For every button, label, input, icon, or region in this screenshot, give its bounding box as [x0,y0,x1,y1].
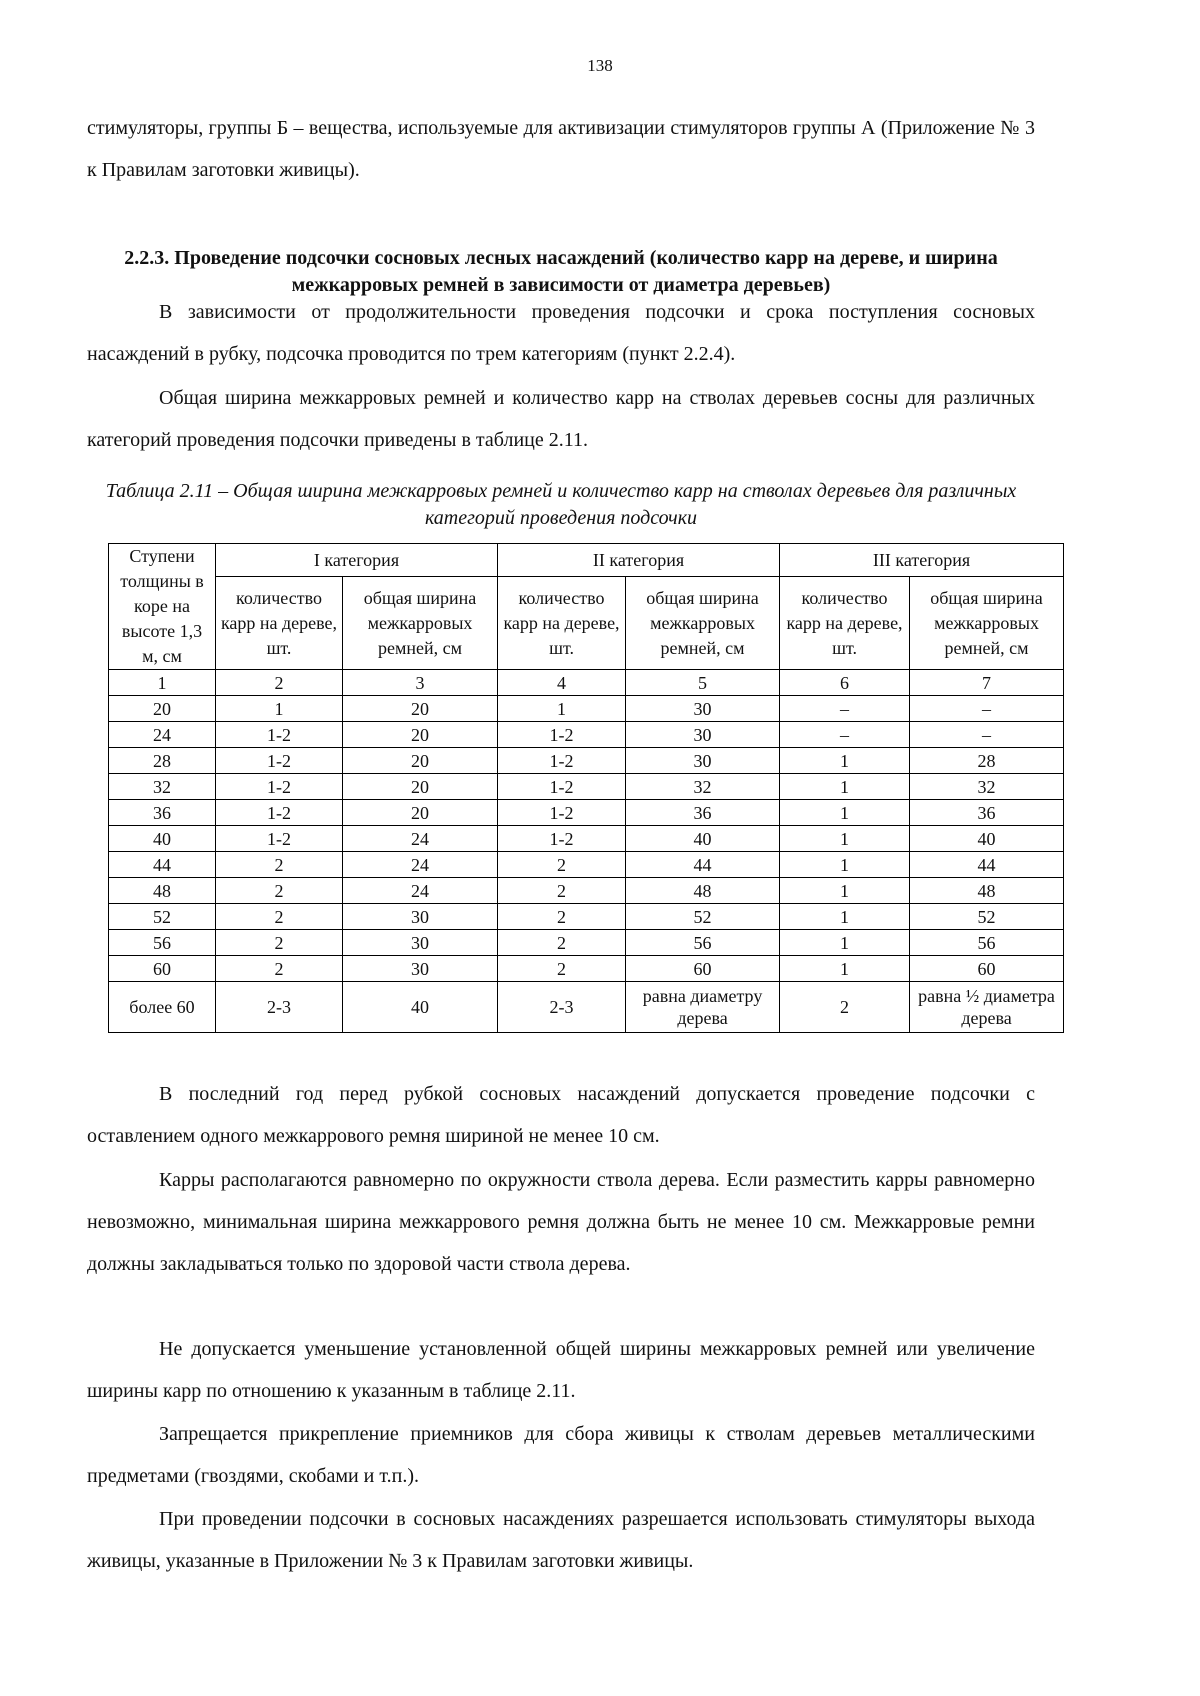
column-number: 3 [343,670,498,696]
table-cell: 2-3 [498,982,626,1033]
column-number: 6 [780,670,910,696]
column-number-row [109,670,1064,696]
table-cell: 48 [910,878,1064,904]
table-row [109,696,1064,722]
table-cell: 52 [109,904,216,930]
table-cell: 60 [910,956,1064,982]
count-header: количество карр на дереве, шт. [780,577,910,670]
table-cell: 2 [216,878,343,904]
table-cell: 48 [109,878,216,904]
table-cell: 44 [109,852,216,878]
width-header: общая ширина межкарровых ремней, см [343,577,498,670]
column-number: 2 [216,670,343,696]
table-cell: 1 [780,774,910,800]
table-cell: 44 [910,852,1064,878]
table-cell: 28 [910,748,1064,774]
width-header: общая ширина межкарровых ремней, см [626,577,780,670]
data-table [108,543,1064,1033]
category-3-header: III категория [780,544,1064,577]
table-cell: 56 [910,930,1064,956]
table-cell: 1-2 [216,722,343,748]
table-row [109,878,1064,904]
table-cell: – [910,696,1064,722]
table-cell: 1 [780,878,910,904]
table-cell: 40 [626,826,780,852]
section-heading: 2.2.3. Проведение подсочки сосновых лесных насаждений (количество карр на дереве, и ширина межкарровых ремней в зависимости от диаметра деревьев) [124,247,998,296]
table-cell: 20 [109,696,216,722]
paragraph-width-restriction: Не допускается уменьшение установленной общей ширины межкарровых ремней или увеличение ширины карр по отношению к указанным в таблице 2.11. [87,1338,1035,1402]
table-cell: 30 [626,722,780,748]
column-number: 1 [109,670,216,696]
table-cell: 2 [498,878,626,904]
table-cell: 2 [498,904,626,930]
table-cell: 2 [216,852,343,878]
count-header: количество карр на дереве, шт. [498,577,626,670]
table-cell: 28 [109,748,216,774]
table-row [109,800,1064,826]
table-cell: 2 [780,982,910,1033]
table-row [109,826,1064,852]
table-cell: 1 [780,852,910,878]
table-cell: – [780,696,910,722]
table-cell: 1 [216,696,343,722]
paragraph-table-reference: Общая ширина межкарровых ремней и количество карр на стволах деревьев сосны для различных категорий проведения подсочки приведены в таблице 2.11. [87,387,1035,451]
table-row [109,852,1064,878]
table-cell: 32 [109,774,216,800]
table-cell: 30 [343,930,498,956]
table-row [109,956,1064,982]
table-row [109,904,1064,930]
table-cell: 1 [780,748,910,774]
table-cell: 1 [780,930,910,956]
count-header: количество карр на дереве, шт. [216,577,343,670]
table-cell: 60 [109,956,216,982]
table-cell: равна ½ диаметра дерева [910,982,1064,1033]
table-cell: 2 [216,904,343,930]
table-cell: 44 [626,852,780,878]
table-cell: 36 [626,800,780,826]
paragraph-categories: В зависимости от продолжительности проведения подсочки и срока поступления сосновых насаждений в рубку, подсочка проводится по трем категориям (пункт 2.2.4). [87,301,1035,365]
table-cell: 2 [216,930,343,956]
table-cell: 1-2 [216,826,343,852]
table-header-row [109,544,1064,577]
column-number: 4 [498,670,626,696]
table-cell: 40 [343,982,498,1033]
table-caption: Таблица 2.11 – Общая ширина межкарровых ремней и количество карр на стволах деревьев для различных категорий проведения подсочки [105,480,1017,529]
page-number: 138 [587,56,613,75]
table-cell: 36 [109,800,216,826]
table-cell: 60 [626,956,780,982]
table-subheader-row [109,577,1064,670]
table-cell: 1 [780,800,910,826]
category-2-header: II категория [498,544,780,577]
table-cell: 20 [343,696,498,722]
table-cell: 30 [626,748,780,774]
table-cell: 56 [109,930,216,956]
table-cell: более 60 [109,982,216,1033]
table-cell: 32 [910,774,1064,800]
table-cell: 30 [343,904,498,930]
table-cell: 2 [498,930,626,956]
table-cell: 1-2 [498,748,626,774]
table-cell: 1 [780,956,910,982]
table-cell: 24 [343,878,498,904]
stage-header: Ступени толщины в коре на высоте 1,3 м, см [109,544,216,670]
table-cell: 20 [343,774,498,800]
table-cell: 20 [343,722,498,748]
width-header: общая ширина межкарровых ремней, см [910,577,1064,670]
paragraph-last-year: В последний год перед рубкой сосновых насаждений допускается проведение подсочки с оставлением одного межкаррового ремня шириной не менее 10 см. [87,1083,1035,1147]
table-cell: 24 [109,722,216,748]
paragraph-fastening: Запрещается прикрепление приемников для сбора живицы к стволам деревьев металлическими предметами (гвоздями, скобами и т.п.). [87,1423,1035,1487]
table-cell: 1-2 [216,748,343,774]
table-cell: 24 [343,826,498,852]
table-cell: 2 [216,956,343,982]
table-row [109,774,1064,800]
table-cell: 40 [910,826,1064,852]
table-cell: 2 [498,852,626,878]
table-cell: 40 [109,826,216,852]
table-cell: 2 [498,956,626,982]
table-cell: 1-2 [216,800,343,826]
table-row [109,930,1064,956]
table-cell: 1-2 [216,774,343,800]
table-cell: 48 [626,878,780,904]
table-cell: равна диаметру дерева [626,982,780,1033]
paragraph-stimulators: При проведении подсочки в сосновых насаждениях разрешается использовать стимуляторы выхода живицы, указанные в Приложении № 3 к Правилам заготовки живицы. [87,1508,1035,1572]
table-cell: – [780,722,910,748]
table-cell: – [910,722,1064,748]
table-cell: 56 [626,930,780,956]
table-cell: 52 [910,904,1064,930]
table-cell: 30 [626,696,780,722]
table-cell: 36 [910,800,1064,826]
table-row [109,982,1064,1033]
table-row [109,748,1064,774]
table-cell: 52 [626,904,780,930]
table-cell: 2-3 [216,982,343,1033]
table-cell: 1-2 [498,774,626,800]
table-cell: 1-2 [498,800,626,826]
table-row [109,722,1064,748]
table-cell: 1 [780,904,910,930]
table-cell: 30 [343,956,498,982]
table-cell: 20 [343,800,498,826]
intro-paragraph: стимуляторы, группы Б – вещества, используемые для активизации стимуляторов группы А (Приложение № 3 к Правилам заготовки живицы). [87,117,1035,181]
table-cell: 1 [498,696,626,722]
table-cell: 32 [626,774,780,800]
table-cell: 24 [343,852,498,878]
category-1-header: I категория [216,544,498,577]
column-number: 5 [626,670,780,696]
table-cell: 1-2 [498,826,626,852]
table-cell: 1 [780,826,910,852]
table-cell: 1-2 [498,722,626,748]
column-number: 7 [910,670,1064,696]
paragraph-placement: Карры располагаются равномерно по окружности ствола дерева. Если разместить карры равномерно невозможно, минимальная ширина межкаррового ремня должна быть не менее 10 см. Межкарровые ремни должны закладываться только по здоровой части ствола дерева. [87,1169,1035,1275]
table-cell: 20 [343,748,498,774]
